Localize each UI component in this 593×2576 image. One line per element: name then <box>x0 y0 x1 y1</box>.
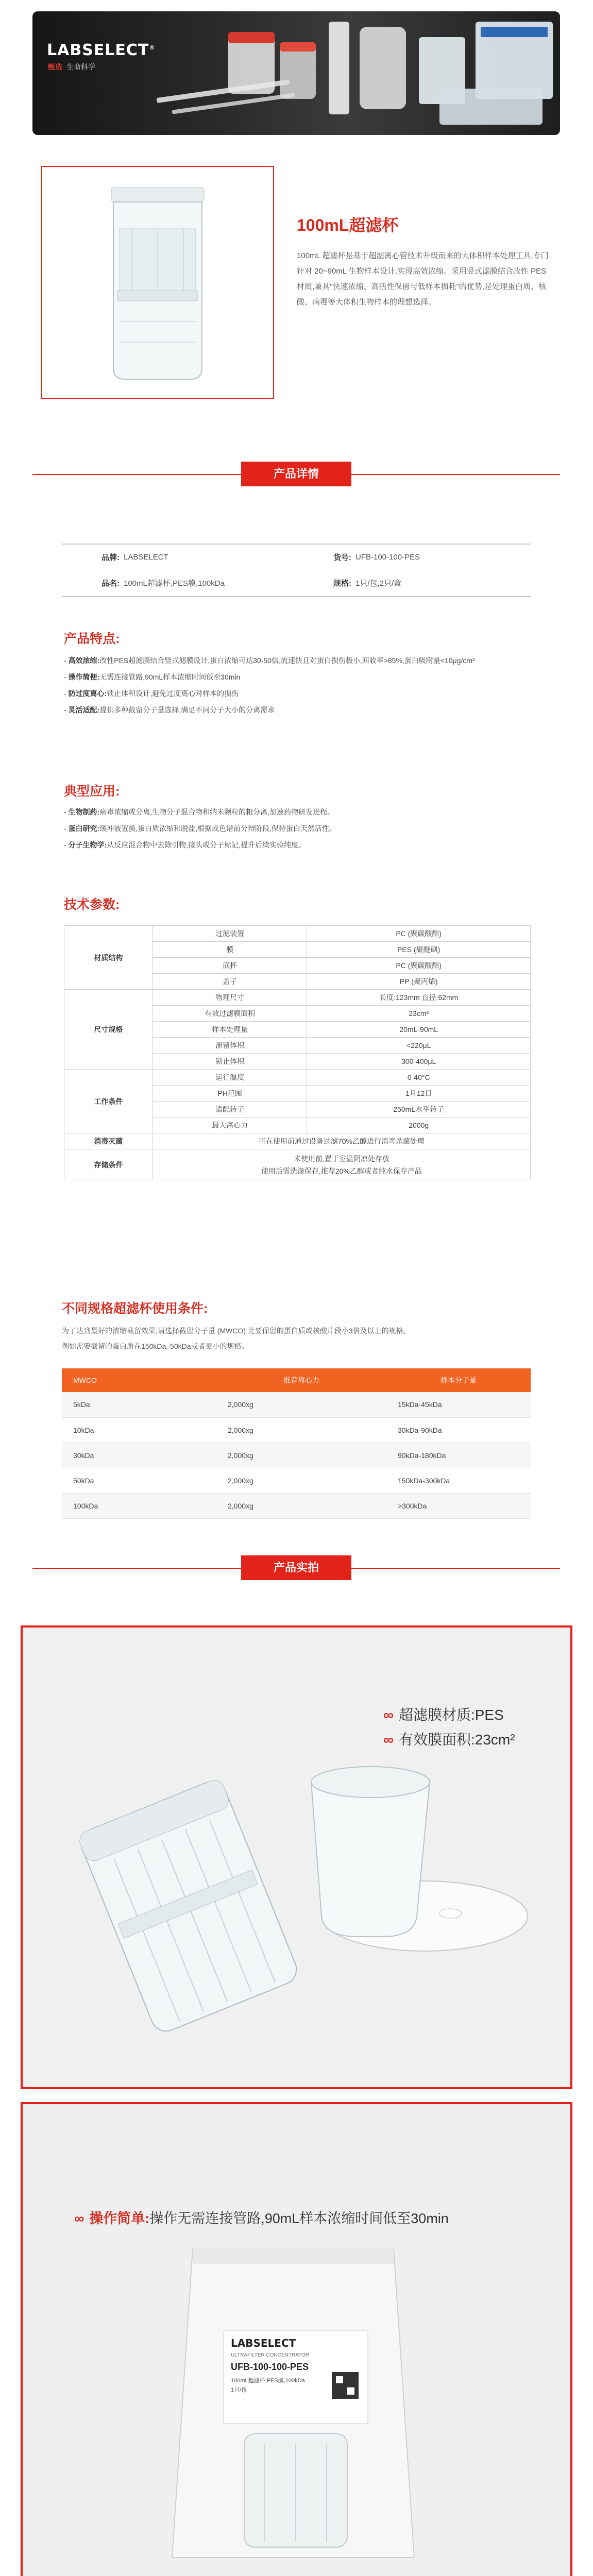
spec-row <box>64 1149 531 1180</box>
photo1-callout-area: ∞ 有效膜面积:23cm² <box>383 1732 515 1748</box>
bag-label-line3: 1只/包 <box>231 2387 247 2393</box>
spec-row <box>64 990 531 1006</box>
packaged-product-photo <box>23 2104 570 2576</box>
ultrafilter-cup-illustration <box>42 167 273 398</box>
table-row <box>62 1392 531 1417</box>
mwco-heading: 不同规格超滤杯使用条件: <box>62 1301 208 1316</box>
basic-info-table <box>62 544 531 597</box>
product-title: 100mL超滤杯 <box>297 216 399 234</box>
mwco-col-header: MWCO <box>62 1368 216 1392</box>
mwco-cell: 150kDa-300kDa <box>386 1468 531 1493</box>
spec-key: 底杯 <box>153 958 307 974</box>
spec-value: <220μL <box>307 1038 531 1054</box>
spec-heading: 技术参数: <box>64 897 120 912</box>
spec-value: 300-400μL <box>307 1054 531 1070</box>
infinity-icon: ∞ <box>383 1732 394 1748</box>
application-item: - 分子生物学:从反应混合物中去除引物,接头或分子标记,提升后续实验纯度。 <box>64 841 306 849</box>
banner-products-illustration <box>151 11 560 135</box>
spec-group-material: 材质结构 <box>64 926 153 990</box>
spec-key: 样本处理量 <box>153 1022 307 1038</box>
info-row <box>62 545 531 570</box>
spec-key: 膜 <box>153 942 307 958</box>
spec-value: PC (聚碳酸酯) <box>307 926 531 942</box>
name-label: 品名: <box>101 579 120 588</box>
mwco-cell: 90kDa-180kDa <box>386 1443 531 1468</box>
feature-item: - 操作简便:无需连接管路,90mL样本浓缩时间低至30min <box>64 673 241 681</box>
spec-group-work: 工作条件 <box>64 1070 153 1133</box>
spec-row <box>64 1133 531 1149</box>
spec-value: PC (聚碳酸酯) <box>307 958 531 974</box>
spec-group-disinfect: 消毒灭菌 <box>64 1133 153 1149</box>
spec-group-size: 尺寸规格 <box>64 990 153 1070</box>
mwco-cell: 30kDa <box>62 1443 216 1468</box>
top-banner <box>32 11 560 135</box>
mwco-cell: 5kDa <box>62 1392 216 1417</box>
applications-heading: 典型应用: <box>64 784 120 799</box>
brand-label: 品牌: <box>101 553 120 562</box>
bag-label-code: UFB-100-100-PES <box>231 2362 309 2372</box>
table-row <box>62 1417 531 1443</box>
photos-section-title: 产品实拍 <box>241 1555 351 1580</box>
spec-key: 最大离心力 <box>153 1117 307 1133</box>
mwco-description <box>62 1323 536 1354</box>
mwco-cell: >300kDa <box>386 1493 531 1518</box>
spec-value: 2000g <box>307 1117 531 1133</box>
table-row <box>62 1443 531 1468</box>
spec-table <box>64 925 531 1180</box>
spec-value: 长度:123mm 直径:62mm <box>307 990 531 1006</box>
mwco-col-header: 推荐离心力 <box>216 1368 386 1392</box>
feature-item: - 高效浓缩:改性PES超滤膜结合竖式滤膜设计,蛋白浓缩可达30-50倍,流速快且对蛋白损伤极小,回收率>85%,蛋白吸附量<10μg/cm² <box>64 656 475 665</box>
feature-item: - 灵活适配:提供多种截留分子量选择,满足不同分子大小的分离需求 <box>64 706 275 714</box>
spec-value: 可在使用前通过设备过滤70%乙醇进行消毒杀菌处理 <box>153 1133 530 1149</box>
infinity-icon: ∞ <box>74 2211 84 2226</box>
code-value: UFB-100-100-PES <box>355 553 420 562</box>
table-row <box>62 1468 531 1493</box>
spec-key: 滞留体积 <box>153 1038 307 1054</box>
storage-line: 使用后需洗涤保存,推荐20%乙醇或者纯水保存产品 <box>261 1166 422 1175</box>
ultrafilter-parts-photo <box>23 1628 570 2087</box>
code-label: 货号: <box>333 553 351 562</box>
application-item: - 蛋白研究:缓冲液置换,蛋白质浓缩和脱盐,根据或色谱前分辩阶段,保持蛋白天然活性。 <box>64 824 336 833</box>
spec-row <box>64 926 531 942</box>
spec-group-storage: 存储条件 <box>64 1149 153 1180</box>
bag-label-line2: 100mL超滤杯,PES膜,100kDa <box>231 2378 305 2384</box>
spec-key: 过滤装置 <box>153 926 307 942</box>
spec-value <box>153 1149 530 1180</box>
spec-key: 有效过滤膜面积 <box>153 1006 307 1022</box>
brand-tagline: 甄选 生命科学 <box>48 63 95 71</box>
features-list <box>64 652 531 718</box>
mwco-cell: 30kDa-90kDa <box>386 1417 531 1443</box>
spec-value: PES (聚醚砜) <box>307 942 531 958</box>
mwco-table <box>62 1368 531 1519</box>
mwco-cell: 2,000xg <box>216 1392 386 1417</box>
spec-value: 0-40°C <box>307 1070 531 1086</box>
mwco-cell: 50kDa <box>62 1468 216 1493</box>
brand-logo: LABSELECT® <box>47 41 156 59</box>
mwco-cell: 15kDa-45kDa <box>386 1392 531 1417</box>
spec-value: 1月12日 <box>307 1086 531 1101</box>
mwco-cell: 2,000xg <box>216 1417 386 1443</box>
mwco-cell: 2,000xg <box>216 1443 386 1468</box>
mwco-cell: 100kDa <box>62 1493 216 1518</box>
spec-key: 锁止体积 <box>153 1054 307 1070</box>
application-item: - 生物制药:病毒浓缩或分离,生物分子混合物和纳米颗粒的粗分离,加速药物研发进程。 <box>64 808 335 816</box>
info-row <box>62 570 531 596</box>
mwco-col-header: 样本分子量 <box>386 1368 531 1392</box>
product-image-frame <box>41 166 274 399</box>
bag-label-brand: LABSELECT <box>231 2337 296 2349</box>
photo-frame-2 <box>21 2102 572 2576</box>
name-value: 100mL超滤杯,PES膜,100kDa <box>124 579 225 588</box>
pack-value: 1只/包,2只/盒 <box>355 579 402 588</box>
spec-row <box>64 1070 531 1086</box>
mwco-cell: 10kDa <box>62 1417 216 1443</box>
spec-key: 盖子 <box>153 974 307 990</box>
applications-list <box>64 804 531 853</box>
photo2-callout: ∞ 操作简单:操作无需连接管路,90mL样本浓缩时间低至30min <box>74 2211 449 2226</box>
spec-key: 运行温度 <box>153 1070 307 1086</box>
features-heading: 产品特点: <box>64 632 120 646</box>
spec-value: PP (聚丙烯) <box>307 974 531 990</box>
brand-value: LABSELECT <box>124 553 168 562</box>
mwco-cell: 2,000xg <box>216 1493 386 1518</box>
spec-key: 适配转子 <box>153 1101 307 1117</box>
storage-line: 未使用前,置于室温阴凉处存放 <box>293 1154 389 1163</box>
table-row <box>62 1493 531 1518</box>
spec-key: 物理尺寸 <box>153 990 307 1006</box>
spec-value: 250mL水平转子 <box>307 1101 531 1117</box>
infinity-icon: ∞ <box>383 1707 394 1723</box>
photo1-callout-material: ∞ 超滤膜材质:PES <box>383 1707 504 1723</box>
details-section-title: 产品详情 <box>241 462 351 486</box>
mwco-cell: 2,000xg <box>216 1468 386 1493</box>
spec-value: 23cm² <box>307 1006 531 1022</box>
photo-frame-1 <box>21 1625 572 2089</box>
mwco-desc-line: 例如需要截留的蛋白质在150kDa, 50kDa或者更小的规格。 <box>62 1342 249 1350</box>
mwco-header-row <box>62 1368 531 1392</box>
mwco-desc-line: 为了达到最好的浓缩截留效果,请选择截留分子量 (MWCO) 比要保留的蛋白质或核酸片段小3倍及以上的规格。 <box>62 1327 411 1335</box>
bag-label-line1: ULTRAFILTER CONCENTRATOR <box>231 2352 310 2358</box>
pack-label: 规格: <box>333 579 351 588</box>
info-bottom-line <box>62 596 531 597</box>
product-description: 100mL 超滤杯是基于超滤离心管技术升级而来的大体积样本处理工具,专门针对 20~90mL 生物样本设计,实现高效浓缩。采用竖式滤膜结合改性 PES 材质,兼具"快速浓缩、高活性保留与低样本损耗"的优势,是处理蛋白质、核酸、病毒等大体积生物样本的理想选择。 <box>297 251 549 307</box>
spec-value: 20mL-90mL <box>307 1022 531 1038</box>
feature-item: - 防过度离心:锁止体积设计,避免过度离心对样本的损伤 <box>64 689 239 698</box>
spec-key: PH范围 <box>153 1086 307 1101</box>
